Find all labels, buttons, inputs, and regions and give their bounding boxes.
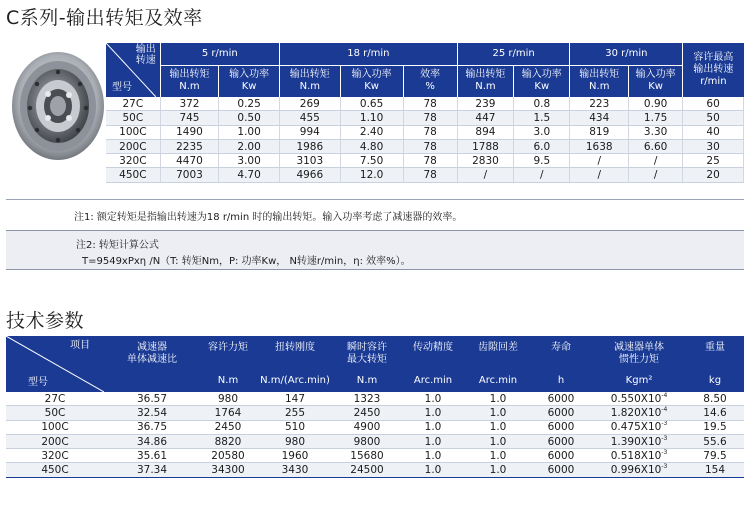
param-header: 齿隙回差: [466, 336, 530, 369]
reducer-product-image: [6, 44, 106, 168]
value-cell: 223: [570, 97, 629, 111]
value-cell: 980: [256, 434, 334, 448]
param-unit: Arc.min: [466, 369, 530, 392]
param-header: 减速器 单体减速比: [104, 336, 200, 369]
inertia-exponent: -3: [661, 448, 668, 456]
value-cell: 819: [570, 125, 629, 139]
table-row: [6, 420, 744, 434]
torque-header: 输出转矩 N.m: [457, 65, 513, 97]
value-cell: 1.0: [400, 392, 466, 406]
value-cell: 78: [403, 97, 457, 111]
corner-model-label: 型号: [28, 377, 48, 388]
value-cell: 510: [256, 420, 334, 434]
table-row: [106, 168, 744, 182]
note-1-text: 注1: 额定转矩是指输出转速为18 r/min 时的输出转矩。输入功率考虑了减速器的效率。: [74, 212, 463, 223]
value-cell: /: [457, 168, 513, 182]
value-cell: 20: [683, 168, 744, 182]
value-cell: 1638: [570, 139, 629, 153]
value-cell: 1788: [457, 139, 513, 153]
value-cell: 2450: [200, 420, 256, 434]
table-corner-header: [106, 43, 160, 97]
value-cell: 4.80: [340, 139, 403, 153]
value-cell: 1323: [334, 392, 400, 406]
value-cell: 3.0: [514, 125, 570, 139]
value-cell: 1764: [200, 406, 256, 420]
param-unit: h: [530, 369, 592, 392]
value-cell: 980: [200, 392, 256, 406]
inertia-mantissa: 0.550X10: [610, 392, 662, 405]
value-cell: 24500: [334, 463, 400, 477]
value-cell: 1.75: [629, 111, 683, 125]
value-cell: 36.57: [104, 392, 200, 406]
value-cell: 1960: [256, 449, 334, 463]
model-cell: 200C: [6, 434, 104, 448]
value-cell: 0.90: [629, 97, 683, 111]
inertia-exponent: -3: [661, 420, 668, 428]
speed-group-header: 25 r/min: [457, 43, 570, 65]
value-cell: 78: [403, 125, 457, 139]
table-row: [6, 392, 744, 406]
value-cell: 2.00: [219, 139, 280, 153]
note-2-formula: T=9549xPxη /N（T: 转矩Nm，P: 功率Kw， N转速r/min，η: 效率%）。: [82, 256, 411, 267]
value-cell: 4.70: [219, 168, 280, 182]
value-cell: 6000: [530, 434, 592, 448]
param-unit: [104, 369, 200, 392]
value-cell: /: [629, 154, 683, 168]
param-header: 传动精度: [400, 336, 466, 369]
value-cell: 12.0: [340, 168, 403, 182]
value-cell: 1490: [160, 125, 219, 139]
param-unit: N.m: [200, 369, 256, 392]
param-header: 扭转刚度: [256, 336, 334, 369]
value-cell: 6.60: [629, 139, 683, 153]
value-cell: 1.0: [466, 406, 530, 420]
corner-speed-label: 输出 转速: [135, 44, 156, 66]
speed-group-header: 30 r/min: [570, 43, 683, 65]
value-cell: 6000: [530, 463, 592, 477]
technical-params-table: [6, 336, 744, 478]
table-row: [106, 111, 744, 125]
value-cell: 4900: [334, 420, 400, 434]
value-cell: 32.54: [104, 406, 200, 420]
param-header: 容许力矩: [200, 336, 256, 369]
value-cell: 78: [403, 168, 457, 182]
value-cell: 1.0: [400, 449, 466, 463]
value-cell: 6.0: [514, 139, 570, 153]
value-cell: 9800: [334, 434, 400, 448]
value-cell: 35.61: [104, 449, 200, 463]
param-unit: N.m: [334, 369, 400, 392]
value-cell: 30: [683, 139, 744, 153]
inertia-exponent: -3: [661, 434, 668, 442]
value-cell: 0.65: [340, 97, 403, 111]
inertia-mantissa: 0.996X10: [610, 464, 662, 477]
value-cell: 1.0: [400, 434, 466, 448]
value-cell: 60: [683, 97, 744, 111]
model-cell: 320C: [6, 449, 104, 463]
inertia-cell: [592, 463, 686, 477]
inertia-cell: [592, 434, 686, 448]
value-cell: 3103: [279, 154, 340, 168]
value-cell: 1.5: [514, 111, 570, 125]
value-cell: 6000: [530, 392, 592, 406]
model-cell: 50C: [6, 406, 104, 420]
inertia-mantissa: 0.518X10: [610, 449, 662, 462]
value-cell: 78: [403, 154, 457, 168]
value-cell: 4966: [279, 168, 340, 182]
model-cell: 100C: [6, 420, 104, 434]
param-header: 减速器单体 惯性力矩: [592, 336, 686, 369]
value-cell: 1986: [279, 139, 340, 153]
note-2: [6, 230, 744, 270]
model-cell: 320C: [106, 154, 160, 168]
value-cell: 1.0: [466, 420, 530, 434]
value-cell: 0.25: [219, 97, 280, 111]
value-cell: 147: [256, 392, 334, 406]
value-cell: /: [629, 168, 683, 182]
value-cell: 2450: [334, 406, 400, 420]
output-torque-table: [106, 43, 744, 183]
model-cell: 450C: [6, 463, 104, 477]
value-cell: 3.30: [629, 125, 683, 139]
corner-model-label: 型号: [112, 82, 132, 93]
value-cell: 1.0: [400, 420, 466, 434]
model-cell: 450C: [106, 168, 160, 182]
value-cell: /: [570, 154, 629, 168]
table-row: [106, 139, 744, 153]
speed-group-header: 18 r/min: [279, 43, 457, 65]
torque-header: 输出转矩 N.m: [279, 65, 340, 97]
value-cell: 2830: [457, 154, 513, 168]
inertia-cell: [592, 449, 686, 463]
value-cell: 434: [570, 111, 629, 125]
param-header: 瞬时容许 最大转矩: [334, 336, 400, 369]
power-header: 输入功率 Kw: [514, 65, 570, 97]
value-cell: 25: [683, 154, 744, 168]
value-cell: 455: [279, 111, 340, 125]
max-speed-header: 容许最高 输出转速 r/min: [683, 43, 744, 97]
value-cell: 1.0: [466, 463, 530, 477]
torque-header: 输出转矩 N.m: [570, 65, 629, 97]
param-unit: kg: [686, 369, 744, 392]
value-cell: 447: [457, 111, 513, 125]
section2-title: 技术参数: [6, 310, 85, 332]
power-header: 输入功率 Kw: [629, 65, 683, 97]
table-row: [106, 97, 744, 111]
power-header: 输入功率 Kw: [340, 65, 403, 97]
value-cell: 34.86: [104, 434, 200, 448]
value-cell: 239: [457, 97, 513, 111]
value-cell: 6000: [530, 420, 592, 434]
model-cell: 27C: [106, 97, 160, 111]
table-row: [106, 125, 744, 139]
inertia-cell: [592, 406, 686, 420]
table-row: [6, 449, 744, 463]
model-cell: 100C: [106, 125, 160, 139]
value-cell: 372: [160, 97, 219, 111]
table-row: [106, 154, 744, 168]
inertia-mantissa: 1.820X10: [610, 406, 662, 419]
table-row: [6, 463, 744, 477]
inertia-mantissa: 1.390X10: [610, 435, 662, 448]
value-cell: 745: [160, 111, 219, 125]
value-cell: 9.5: [514, 154, 570, 168]
value-cell: 50: [683, 111, 744, 125]
value-cell: 36.75: [104, 420, 200, 434]
value-cell: 14.6: [686, 406, 744, 420]
value-cell: 2235: [160, 139, 219, 153]
value-cell: 0.8: [514, 97, 570, 111]
speed-group-header: 5 r/min: [160, 43, 279, 65]
model-cell: 50C: [106, 111, 160, 125]
section1-title: C系列-输出转矩及效率: [6, 7, 203, 29]
value-cell: 994: [279, 125, 340, 139]
value-cell: 154: [686, 463, 744, 477]
value-cell: 8820: [200, 434, 256, 448]
value-cell: 894: [457, 125, 513, 139]
inertia-exponent: -4: [661, 405, 668, 413]
value-cell: 78: [403, 111, 457, 125]
value-cell: 7.50: [340, 154, 403, 168]
value-cell: 15680: [334, 449, 400, 463]
value-cell: 1.0: [400, 463, 466, 477]
inertia-mantissa: 0.475X10: [610, 421, 662, 434]
inertia-exponent: -3: [661, 463, 668, 471]
value-cell: 34300: [200, 463, 256, 477]
value-cell: 79.5: [686, 449, 744, 463]
torque-header: 输出转矩 N.m: [160, 65, 219, 97]
value-cell: 7003: [160, 168, 219, 182]
inertia-exponent: -4: [661, 392, 668, 399]
value-cell: 269: [279, 97, 340, 111]
value-cell: 1.0: [400, 406, 466, 420]
note-2-title: 注2: 转矩计算公式: [76, 240, 159, 251]
value-cell: 3430: [256, 463, 334, 477]
power-header: 输入功率 Kw: [219, 65, 280, 97]
corner-item-label: 项目: [70, 340, 90, 351]
model-cell: 27C: [6, 392, 104, 406]
value-cell: 0.50: [219, 111, 280, 125]
inertia-cell: [592, 420, 686, 434]
param-unit: Kgm²: [592, 369, 686, 392]
value-cell: 19.5: [686, 420, 744, 434]
param-header: 寿命: [530, 336, 592, 369]
value-cell: 37.34: [104, 463, 200, 477]
param-unit: N.m/(Arc.min): [256, 369, 334, 392]
value-cell: 20580: [200, 449, 256, 463]
param-unit: Arc.min: [400, 369, 466, 392]
value-cell: 4470: [160, 154, 219, 168]
value-cell: 3.00: [219, 154, 280, 168]
value-cell: 1.0: [466, 434, 530, 448]
value-cell: 40: [683, 125, 744, 139]
table2-corner-header: [6, 336, 104, 392]
value-cell: 255: [256, 406, 334, 420]
value-cell: 6000: [530, 449, 592, 463]
inertia-cell: [592, 392, 686, 406]
value-cell: 1.00: [219, 125, 280, 139]
value-cell: 1.0: [466, 392, 530, 406]
efficiency-header: 效率 %: [403, 65, 457, 97]
value-cell: 2.40: [340, 125, 403, 139]
param-header: 重量: [686, 336, 744, 369]
value-cell: 8.50: [686, 392, 744, 406]
table-row: [6, 406, 744, 420]
table-row: [6, 434, 744, 448]
value-cell: 1.0: [466, 449, 530, 463]
value-cell: 6000: [530, 406, 592, 420]
note-1: [6, 199, 744, 228]
model-cell: 200C: [106, 139, 160, 153]
value-cell: /: [570, 168, 629, 182]
value-cell: 1.10: [340, 111, 403, 125]
value-cell: 78: [403, 139, 457, 153]
value-cell: 55.6: [686, 434, 744, 448]
value-cell: /: [514, 168, 570, 182]
